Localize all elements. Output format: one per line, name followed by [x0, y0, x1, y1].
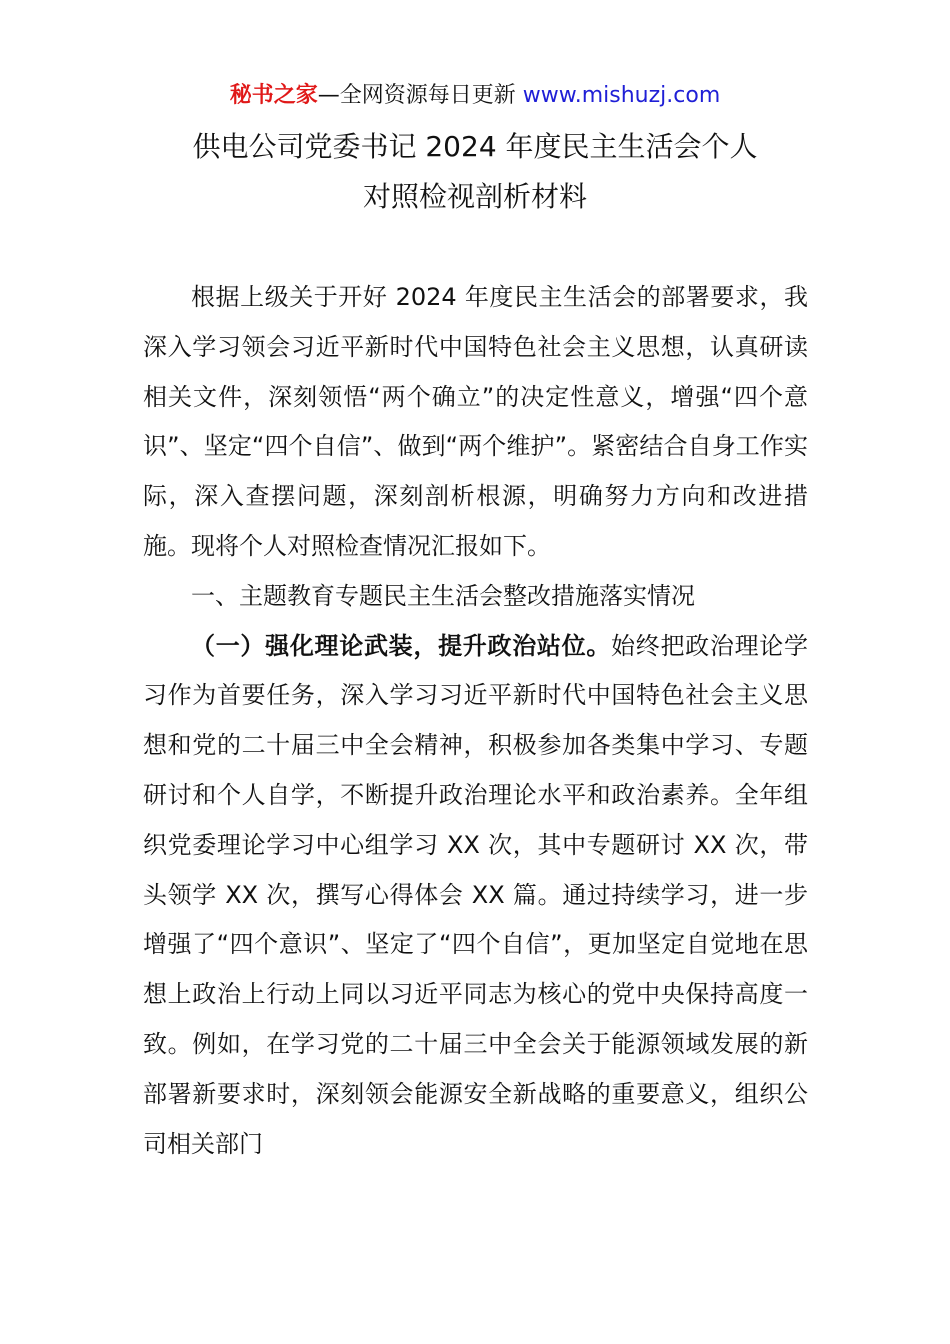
header-tagline: —全网资源每日更新: [317, 83, 523, 108]
site-header: [0, 80, 950, 112]
document-title-line-1: 供电公司党委书记 2024 年度民主生活会个人: [192, 130, 758, 163]
document-title-line-2: 对照检视剖析材料: [362, 180, 587, 213]
section-1-heading: 一、主题教育专题民主生活会整改措施落实情况: [191, 581, 695, 610]
document-body: [143, 273, 808, 1169]
subsection-1-text: 始终把政治理论学习作为首要任务，深入学习习近平新时代中国特色社会主义思想和党的二十届三中全会精神，积极参加各类集中学习、专题研讨和个人自学，不断提升政治理论水平和政治素养。全年组织党委理论学习中心组学习 XX 次，其中专题研讨 XX 次，带头领学 XX 次，撰写心得体会 XX 篇。通过持续学习，进一步增强了“四个意识”、坚定了“四个自信”，更加坚定自觉地在思想上政治上行动上同以习近平同志为核心的党中央保持高度一致。例如，在学习党的二十届三中全会关于能源领域发展的新部署新要求时，深刻领会能源安全新战略的重要意义，组织公司相关部门: [143, 631, 809, 1158]
site-url[interactable]: www.mishuzj.com: [522, 83, 721, 108]
brand-name: 秘书之家: [229, 83, 318, 108]
subsection-1-paragraph: [143, 622, 808, 1170]
intro-paragraph: 根据上级关于开好 2024 年度民主生活会的部署要求，我深入学习领会习近平新时代中国特色社会主义思想，认真研读相关文件，深刻领悟“两个确立”的决定性意义，增强“四个意识”、坚定“四个自信”、做到“两个维护”。紧密结合自身工作实际，深入查摆问题，深刻剖析根源，明确努力方向和改进措施。现将个人对照检查情况汇报如下。: [143, 283, 808, 560]
subsection-1-heading: （一）强化理论武装，提升政治站位。: [191, 631, 612, 660]
